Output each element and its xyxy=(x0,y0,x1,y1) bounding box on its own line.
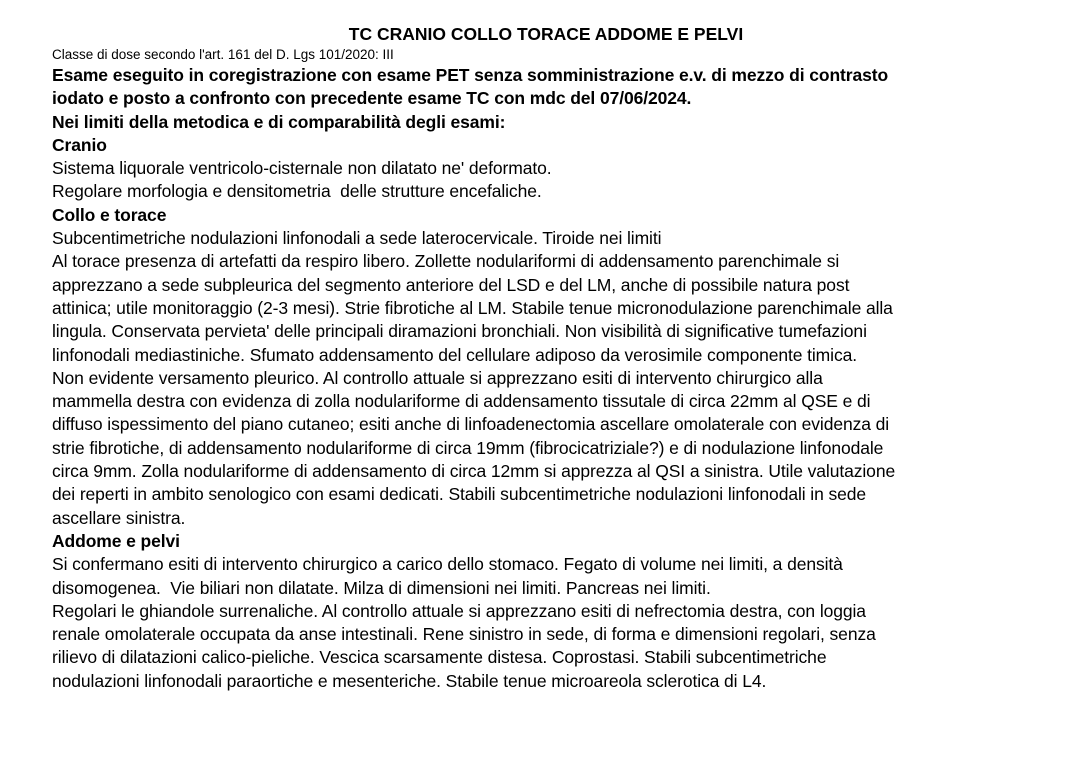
report-line: disomogenea. Vie biliari non dilatate. Milza di dimensioni nei limiti. Pancreas nei limiti. xyxy=(52,577,711,598)
report-line: strie fibrotiche, di addensamento nodulariforme di circa 19mm (fibrocicatriziale?) e di nodulazione linfonodale xyxy=(52,437,884,458)
report-line: Sistema liquorale ventricolo-cisternale non dilatato ne' deformato. xyxy=(52,158,552,179)
report-line: Non evidente versamento pleurico. Al controllo attuale si apprezzano esiti di intervento chirurgico alla xyxy=(52,367,823,388)
report-line: dei reperti in ambito senologico con esami dedicati. Stabili subcentimetriche nodulazioni linfonodali in sede xyxy=(52,484,867,505)
report-line: mammella destra con evidenza di zolla nodulariforme di addensamento tissutale di circa 22mm al QSE e di xyxy=(52,391,871,412)
report-line: renale omolaterale occupata da anse intestinali. Rene sinistro in sede, di forma e dimensioni regolari, senza xyxy=(52,624,876,645)
report-line: apprezzano a sede subpleurica del segmento anteriore del LSD e del LM, anche di possibile natura post xyxy=(52,274,850,295)
dose-class-line: Classe di dose secondo l'art. 161 del D. Lgs 101/2020: III xyxy=(52,47,394,62)
report-line: circa 9mm. Zolla nodulariforme di addensamento di circa 12mm si apprezza al QSI a sinistra. Utile valutazione xyxy=(52,461,896,482)
report-line: Al torace presenza di artefatti da respiro libero. Zollette nodulariformi di addensamento parenchimale si xyxy=(52,251,840,272)
report-line: Esame eseguito in coregistrazione con esame PET senza somministrazione e.v. di mezzo di contrasto xyxy=(52,65,889,85)
report-line: Nei limiti della metodica e di comparabilità degli esami: xyxy=(52,111,506,132)
report-title: TC CRANIO COLLO TORACE ADDOME E PELVI xyxy=(348,24,744,44)
report-line: lingula. Conservata pervieta' delle principali diramazioni bronchiali. Non visibilità di significative tumefazioni xyxy=(52,321,867,342)
report-line: diffuso ispessimento del piano cutaneo; esiti anche di linfoadenectomia ascellare omolaterale con evidenza di xyxy=(52,414,890,435)
report-line: linfonodali mediastiniche. Sfumato addensamento del cellulare adiposo da verosimile componente timica. xyxy=(52,344,857,365)
section-heading-cranio: Cranio xyxy=(52,134,107,155)
report-line: Subcentimetriche nodulazioni linfonodali a sede laterocervicale. Tiroide nei limiti xyxy=(52,228,662,249)
section-heading-addome-e-pelvi: Addome e pelvi xyxy=(52,530,180,551)
report-line: rilievo di dilatazioni calico-pieliche. Vescica scarsamente distesa. Coprostasi. Stabili subcentimetriche xyxy=(52,647,827,668)
report-line: ascellare sinistra. xyxy=(52,507,186,528)
report-line: iodato e posto a confronto con precedente esame TC con mdc del 07/06/2024. xyxy=(52,88,692,109)
report-line: Regolari le ghiandole surrenaliche. Al controllo attuale si apprezzano esiti di nefrectomia destra, con loggia xyxy=(52,600,866,621)
section-heading-collo-e-torace: Collo e torace xyxy=(52,204,167,225)
report-line: nodulazioni linfonodali paraortiche e mesenteriche. Stabile tenue microareola sclerotica di L4. xyxy=(52,670,767,691)
report-line: Si confermano esiti di intervento chirurgico a carico dello stomaco. Fegato di volume nei limiti, a densità xyxy=(52,554,843,575)
report-line: attinica; utile monitoraggio (2-3 mesi). Strie fibrotiche al LM. Stabile tenue micronodulazione parenchimale alla xyxy=(52,297,893,318)
report-line: Regolare morfologia e densitometria delle strutture encefaliche. xyxy=(52,181,542,202)
